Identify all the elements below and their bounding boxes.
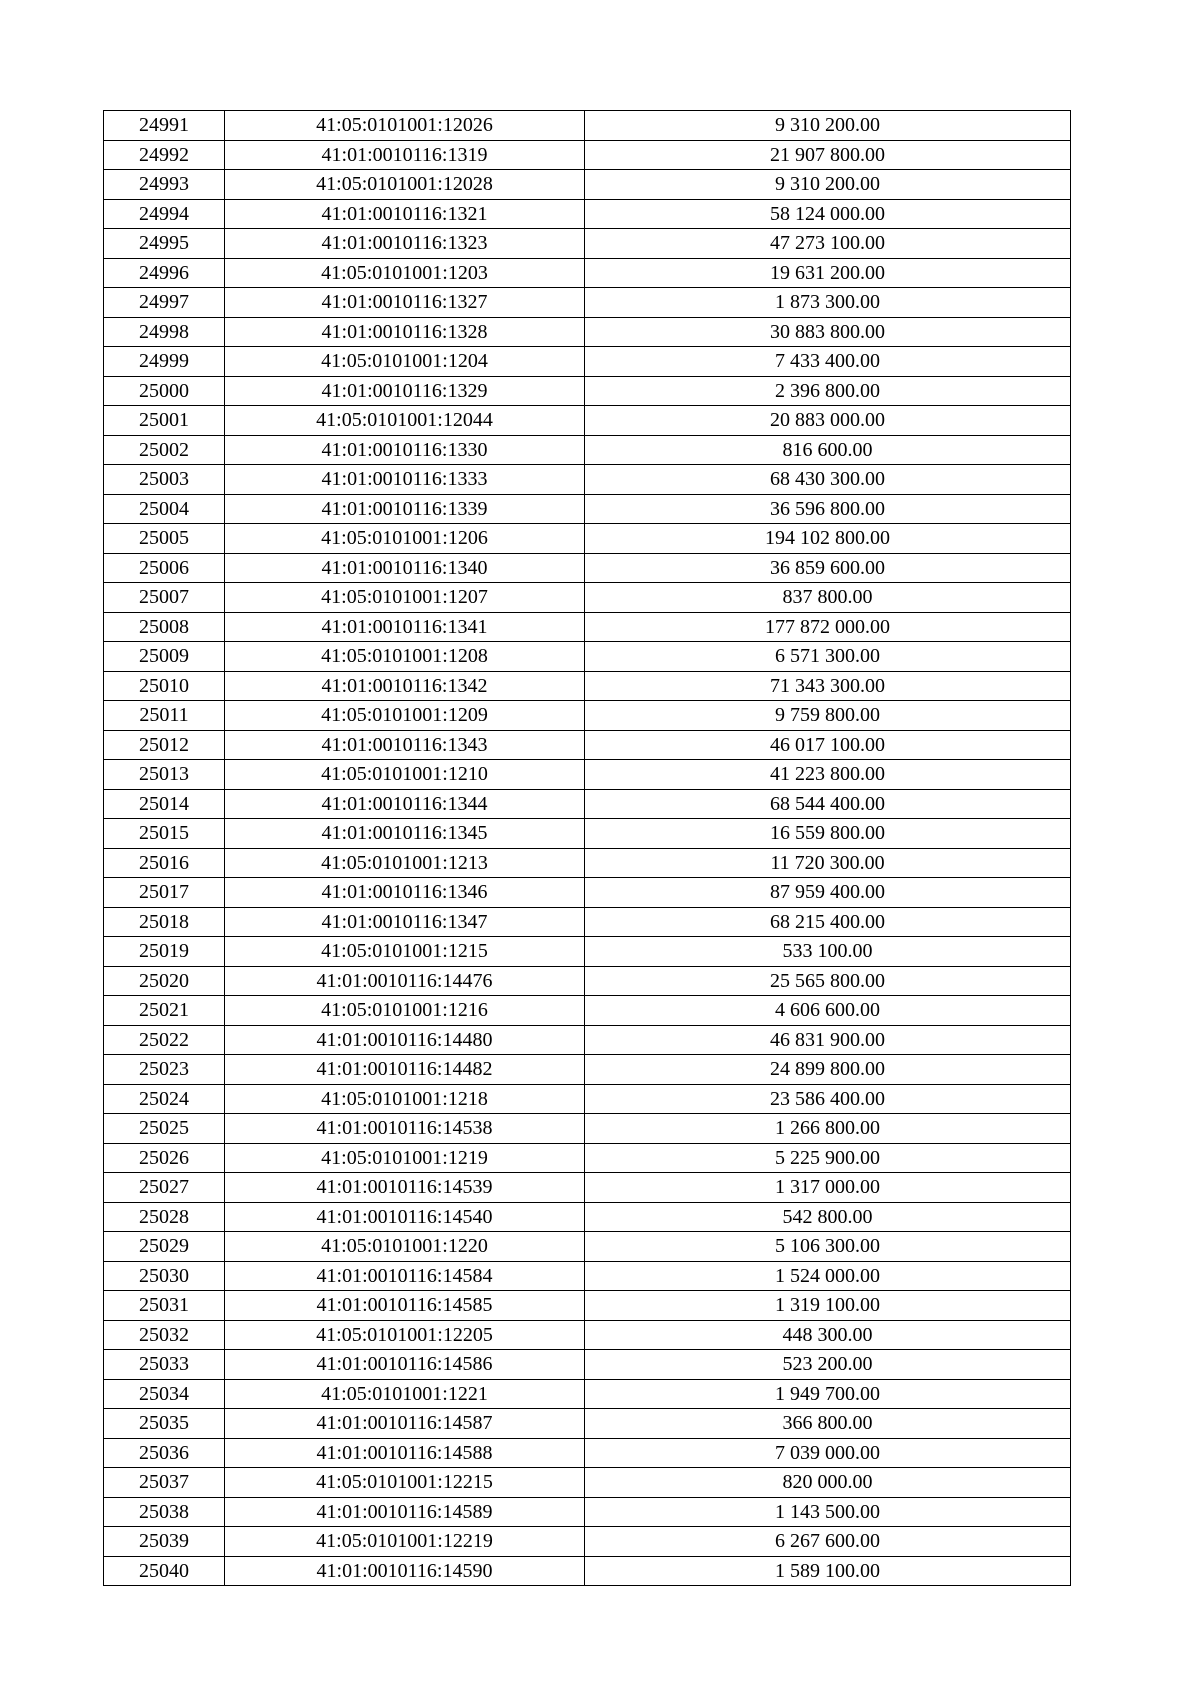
value-cell: 24 899 800.00 [585,1055,1071,1085]
row-number-cell: 25028 [104,1202,225,1232]
table-row [104,701,1071,731]
table-row [104,1379,1071,1409]
table-row [104,553,1071,583]
value-cell: 30 883 800.00 [585,317,1071,347]
value-cell: 71 343 300.00 [585,671,1071,701]
cadastral-number-cell: 41:01:0010116:14587 [225,1409,585,1439]
table-row [104,966,1071,996]
table-row [104,937,1071,967]
value-cell: 1 589 100.00 [585,1556,1071,1586]
value-cell: 542 800.00 [585,1202,1071,1232]
cadastral-number-cell: 41:01:0010116:1333 [225,465,585,495]
row-number-cell: 24993 [104,170,225,200]
cadastral-number-cell: 41:05:0101001:1219 [225,1143,585,1173]
table-row [104,1438,1071,1468]
table-row [104,258,1071,288]
value-cell: 47 273 100.00 [585,229,1071,259]
value-cell: 5 106 300.00 [585,1232,1071,1262]
row-number-cell: 25027 [104,1173,225,1203]
row-number-cell: 25038 [104,1497,225,1527]
value-cell: 5 225 900.00 [585,1143,1071,1173]
cadastral-number-cell: 41:05:0101001:1213 [225,848,585,878]
cadastral-number-cell: 41:05:0101001:1207 [225,583,585,613]
value-cell: 1 266 800.00 [585,1114,1071,1144]
row-number-cell: 25008 [104,612,225,642]
value-cell: 837 800.00 [585,583,1071,613]
value-cell: 46 017 100.00 [585,730,1071,760]
cadastral-number-cell: 41:05:0101001:1221 [225,1379,585,1409]
row-number-cell: 25022 [104,1025,225,1055]
cadastral-number-cell: 41:05:0101001:1206 [225,524,585,554]
table-row [104,1232,1071,1262]
row-number-cell: 25011 [104,701,225,731]
value-cell: 4 606 600.00 [585,996,1071,1026]
value-cell: 523 200.00 [585,1350,1071,1380]
table-row [104,229,1071,259]
cadastral-number-cell: 41:05:0101001:1218 [225,1084,585,1114]
table-row [104,1320,1071,1350]
row-number-cell: 25029 [104,1232,225,1262]
value-cell: 68 215 400.00 [585,907,1071,937]
row-number-cell: 25036 [104,1438,225,1468]
table-row [104,1173,1071,1203]
cadastral-number-cell: 41:05:0101001:12044 [225,406,585,436]
row-number-cell: 25000 [104,376,225,406]
cadastral-number-cell: 41:05:0101001:1216 [225,996,585,1026]
value-cell: 6 267 600.00 [585,1527,1071,1557]
table-row [104,1055,1071,1085]
row-number-cell: 25040 [104,1556,225,1586]
cadastral-number-cell: 41:01:0010116:14590 [225,1556,585,1586]
table-row [104,1114,1071,1144]
row-number-cell: 25024 [104,1084,225,1114]
row-number-cell: 25017 [104,878,225,908]
row-number-cell: 25039 [104,1527,225,1557]
table-row [104,494,1071,524]
value-cell: 9 310 200.00 [585,111,1071,141]
table-row [104,730,1071,760]
row-number-cell: 25006 [104,553,225,583]
cadastral-number-cell: 41:05:0101001:1204 [225,347,585,377]
row-number-cell: 25005 [104,524,225,554]
table-row [104,1527,1071,1557]
cadastral-number-cell: 41:05:0101001:12205 [225,1320,585,1350]
table-row [104,819,1071,849]
value-cell: 1 317 000.00 [585,1173,1071,1203]
row-number-cell: 24995 [104,229,225,259]
row-number-cell: 24991 [104,111,225,141]
value-cell: 11 720 300.00 [585,848,1071,878]
value-cell: 1 143 500.00 [585,1497,1071,1527]
value-cell: 9 759 800.00 [585,701,1071,731]
cadastral-number-cell: 41:01:0010116:1330 [225,435,585,465]
row-number-cell: 25015 [104,819,225,849]
table-row [104,1468,1071,1498]
cadastral-number-cell: 41:05:0101001:12028 [225,170,585,200]
value-cell: 1 949 700.00 [585,1379,1071,1409]
cadastral-number-cell: 41:01:0010116:14476 [225,966,585,996]
table-row [104,907,1071,937]
cadastral-number-cell: 41:01:0010116:1328 [225,317,585,347]
table-row [104,1025,1071,1055]
table-row [104,612,1071,642]
table-row [104,317,1071,347]
table-row [104,347,1071,377]
cadastral-number-cell: 41:01:0010116:1346 [225,878,585,908]
value-cell: 1 873 300.00 [585,288,1071,318]
table-body [104,111,1071,1586]
cadastral-number-cell: 41:01:0010116:1321 [225,199,585,229]
value-cell: 6 571 300.00 [585,642,1071,672]
row-number-cell: 25023 [104,1055,225,1085]
cadastral-number-cell: 41:05:0101001:12215 [225,1468,585,1498]
value-cell: 7 433 400.00 [585,347,1071,377]
value-cell: 46 831 900.00 [585,1025,1071,1055]
value-cell: 1 524 000.00 [585,1261,1071,1291]
cadastral-number-cell: 41:05:0101001:1220 [225,1232,585,1262]
value-cell: 21 907 800.00 [585,140,1071,170]
value-cell: 9 310 200.00 [585,170,1071,200]
cadastral-number-cell: 41:01:0010116:1340 [225,553,585,583]
row-number-cell: 25019 [104,937,225,967]
table-row [104,1291,1071,1321]
value-cell: 816 600.00 [585,435,1071,465]
cadastral-value-table [103,110,1071,1586]
row-number-cell: 25032 [104,1320,225,1350]
cadastral-number-cell: 41:05:0101001:1208 [225,642,585,672]
table-row [104,1350,1071,1380]
row-number-cell: 25010 [104,671,225,701]
row-number-cell: 25035 [104,1409,225,1439]
table-row [104,996,1071,1026]
cadastral-number-cell: 41:05:0101001:12219 [225,1527,585,1557]
value-cell: 194 102 800.00 [585,524,1071,554]
table-row [104,878,1071,908]
row-number-cell: 25034 [104,1379,225,1409]
row-number-cell: 24998 [104,317,225,347]
table-row [104,465,1071,495]
value-cell: 7 039 000.00 [585,1438,1071,1468]
row-number-cell: 24999 [104,347,225,377]
cadastral-number-cell: 41:05:0101001:1209 [225,701,585,731]
table-row [104,199,1071,229]
value-cell: 68 430 300.00 [585,465,1071,495]
row-number-cell: 25026 [104,1143,225,1173]
table-row [104,1261,1071,1291]
row-number-cell: 25016 [104,848,225,878]
row-number-cell: 24994 [104,199,225,229]
table-row [104,376,1071,406]
value-cell: 68 544 400.00 [585,789,1071,819]
cadastral-number-cell: 41:05:0101001:1215 [225,937,585,967]
value-cell: 23 586 400.00 [585,1084,1071,1114]
cadastral-number-cell: 41:01:0010116:14540 [225,1202,585,1232]
value-cell: 36 859 600.00 [585,553,1071,583]
row-number-cell: 24992 [104,140,225,170]
cadastral-number-cell: 41:01:0010116:14586 [225,1350,585,1380]
row-number-cell: 25013 [104,760,225,790]
value-cell: 448 300.00 [585,1320,1071,1350]
value-cell: 36 596 800.00 [585,494,1071,524]
row-number-cell: 25009 [104,642,225,672]
value-cell: 177 872 000.00 [585,612,1071,642]
cadastral-number-cell: 41:05:0101001:12026 [225,111,585,141]
table-row [104,111,1071,141]
cadastral-number-cell: 41:01:0010116:1319 [225,140,585,170]
row-number-cell: 25007 [104,583,225,613]
value-cell: 533 100.00 [585,937,1071,967]
table-row [104,435,1071,465]
row-number-cell: 25037 [104,1468,225,1498]
table-row [104,671,1071,701]
cadastral-number-cell: 41:01:0010116:1327 [225,288,585,318]
cadastral-number-cell: 41:01:0010116:1339 [225,494,585,524]
cadastral-number-cell: 41:01:0010116:1343 [225,730,585,760]
table-row [104,848,1071,878]
row-number-cell: 25020 [104,966,225,996]
value-cell: 19 631 200.00 [585,258,1071,288]
value-cell: 25 565 800.00 [585,966,1071,996]
cadastral-number-cell: 41:01:0010116:1347 [225,907,585,937]
cadastral-number-cell: 41:05:0101001:1210 [225,760,585,790]
table-row [104,642,1071,672]
table-row [104,1409,1071,1439]
row-number-cell: 25002 [104,435,225,465]
cadastral-number-cell: 41:01:0010116:1323 [225,229,585,259]
value-cell: 820 000.00 [585,1468,1071,1498]
table-row [104,1143,1071,1173]
row-number-cell: 24997 [104,288,225,318]
row-number-cell: 25004 [104,494,225,524]
value-cell: 58 124 000.00 [585,199,1071,229]
row-number-cell: 25030 [104,1261,225,1291]
row-number-cell: 25001 [104,406,225,436]
row-number-cell: 25025 [104,1114,225,1144]
cadastral-number-cell: 41:01:0010116:14538 [225,1114,585,1144]
cadastral-number-cell: 41:01:0010116:1345 [225,819,585,849]
cadastral-number-cell: 41:01:0010116:14480 [225,1025,585,1055]
table-row [104,1556,1071,1586]
row-number-cell: 25003 [104,465,225,495]
cadastral-number-cell: 41:01:0010116:14539 [225,1173,585,1203]
value-cell: 41 223 800.00 [585,760,1071,790]
table-row [104,1084,1071,1114]
row-number-cell: 25021 [104,996,225,1026]
cadastral-number-cell: 41:05:0101001:1203 [225,258,585,288]
cadastral-number-cell: 41:01:0010116:14589 [225,1497,585,1527]
value-cell: 87 959 400.00 [585,878,1071,908]
table-row [104,760,1071,790]
table-row [104,524,1071,554]
row-number-cell: 25033 [104,1350,225,1380]
value-cell: 1 319 100.00 [585,1291,1071,1321]
value-cell: 366 800.00 [585,1409,1071,1439]
value-cell: 16 559 800.00 [585,819,1071,849]
table-row [104,789,1071,819]
row-number-cell: 25018 [104,907,225,937]
cadastral-number-cell: 41:01:0010116:1342 [225,671,585,701]
value-cell: 20 883 000.00 [585,406,1071,436]
table-row [104,1202,1071,1232]
table-row [104,288,1071,318]
table-row [104,583,1071,613]
cadastral-number-cell: 41:01:0010116:1341 [225,612,585,642]
row-number-cell: 25031 [104,1291,225,1321]
table-row [104,406,1071,436]
cadastral-number-cell: 41:01:0010116:14585 [225,1291,585,1321]
row-number-cell: 24996 [104,258,225,288]
table-row [104,170,1071,200]
cadastral-number-cell: 41:01:0010116:14482 [225,1055,585,1085]
row-number-cell: 25012 [104,730,225,760]
cadastral-number-cell: 41:01:0010116:1344 [225,789,585,819]
cadastral-number-cell: 41:01:0010116:14584 [225,1261,585,1291]
row-number-cell: 25014 [104,789,225,819]
table-row [104,1497,1071,1527]
table-row [104,140,1071,170]
cadastral-number-cell: 41:01:0010116:14588 [225,1438,585,1468]
value-cell: 2 396 800.00 [585,376,1071,406]
cadastral-number-cell: 41:01:0010116:1329 [225,376,585,406]
